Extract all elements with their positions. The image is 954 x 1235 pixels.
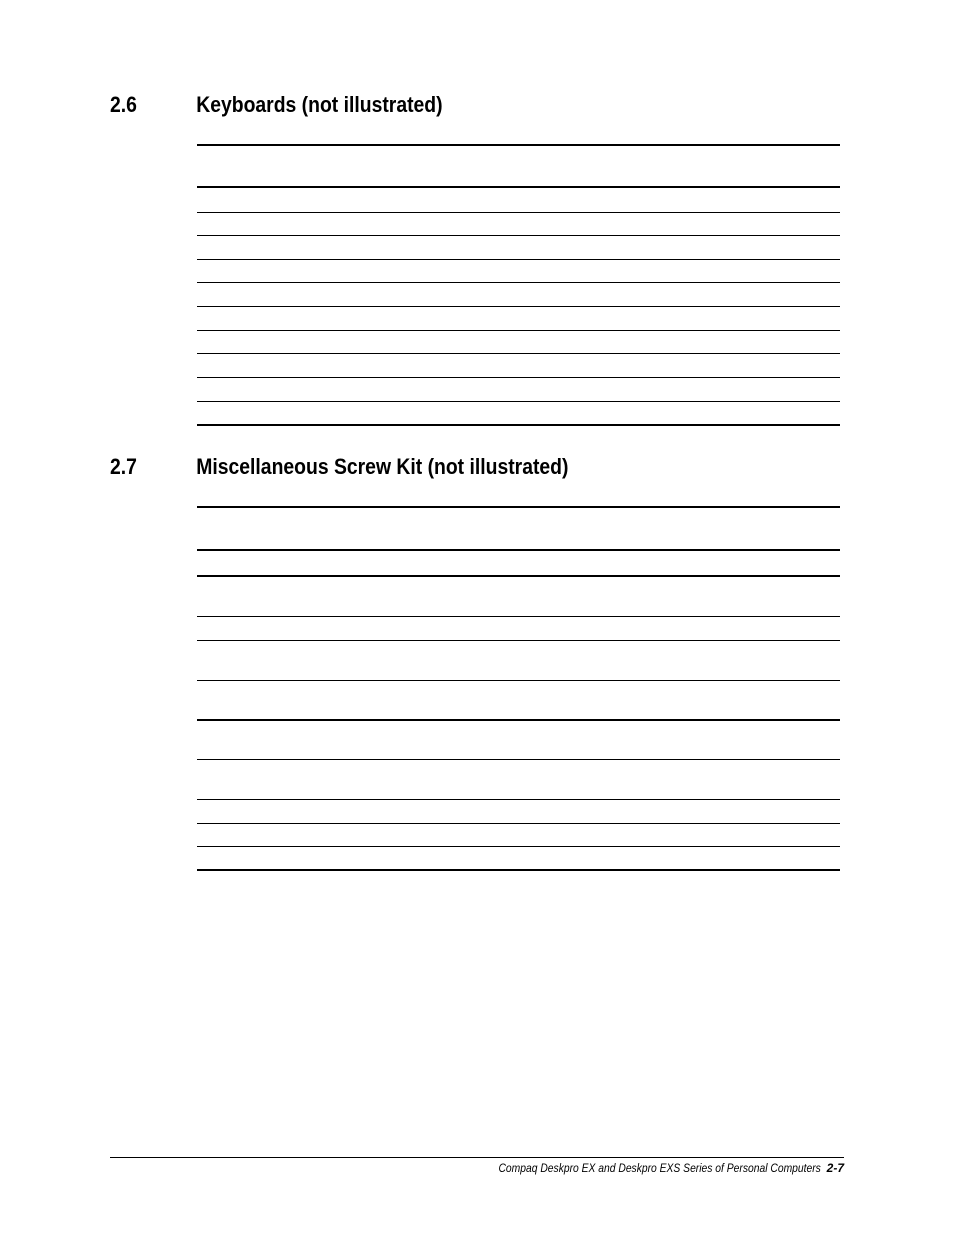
- table-row-rule: [197, 377, 840, 378]
- table-row-rule: [197, 235, 840, 236]
- section-heading-keyboards: [110, 88, 443, 122]
- table-row-rule: [197, 680, 840, 681]
- table-row-rule: [197, 823, 840, 824]
- table-row-rule: [197, 616, 840, 617]
- table-group-rule: [197, 575, 840, 577]
- table-row-rule: [197, 401, 840, 402]
- footer-title: Compaq Deskpro EX and Deskpro EXS Series of Personal Computers: [498, 1161, 821, 1175]
- table-row-rule: [197, 799, 840, 800]
- table-row-rule: [197, 282, 840, 283]
- table-top-rule: [197, 144, 840, 146]
- table-bottom-rule: [197, 869, 840, 871]
- page-footer: [446, 1159, 844, 1177]
- section-number: 2.6: [110, 92, 137, 117]
- section-title: Keyboards (not illustrated): [196, 92, 443, 117]
- page-number: 2-7: [826, 1161, 844, 1175]
- table-row-rule: [197, 259, 840, 260]
- table-header-rule: [197, 186, 840, 188]
- section-title: Miscellaneous Screw Kit (not illustrated): [196, 454, 569, 479]
- table-header-rule: [197, 549, 840, 551]
- table-row-rule: [197, 306, 840, 307]
- table-row-rule: [197, 759, 840, 760]
- table-bottom-rule: [197, 424, 840, 426]
- section-heading-screw-kit: [110, 450, 568, 484]
- table-group-rule: [197, 719, 840, 721]
- footer-rule: [110, 1157, 844, 1158]
- table-row-rule: [197, 640, 840, 641]
- table-row-rule: [197, 330, 840, 331]
- table-row-rule: [197, 353, 840, 354]
- table-row-rule: [197, 846, 840, 847]
- table-row-rule: [197, 212, 840, 213]
- section-number: 2.7: [110, 454, 137, 479]
- table-top-rule: [197, 506, 840, 508]
